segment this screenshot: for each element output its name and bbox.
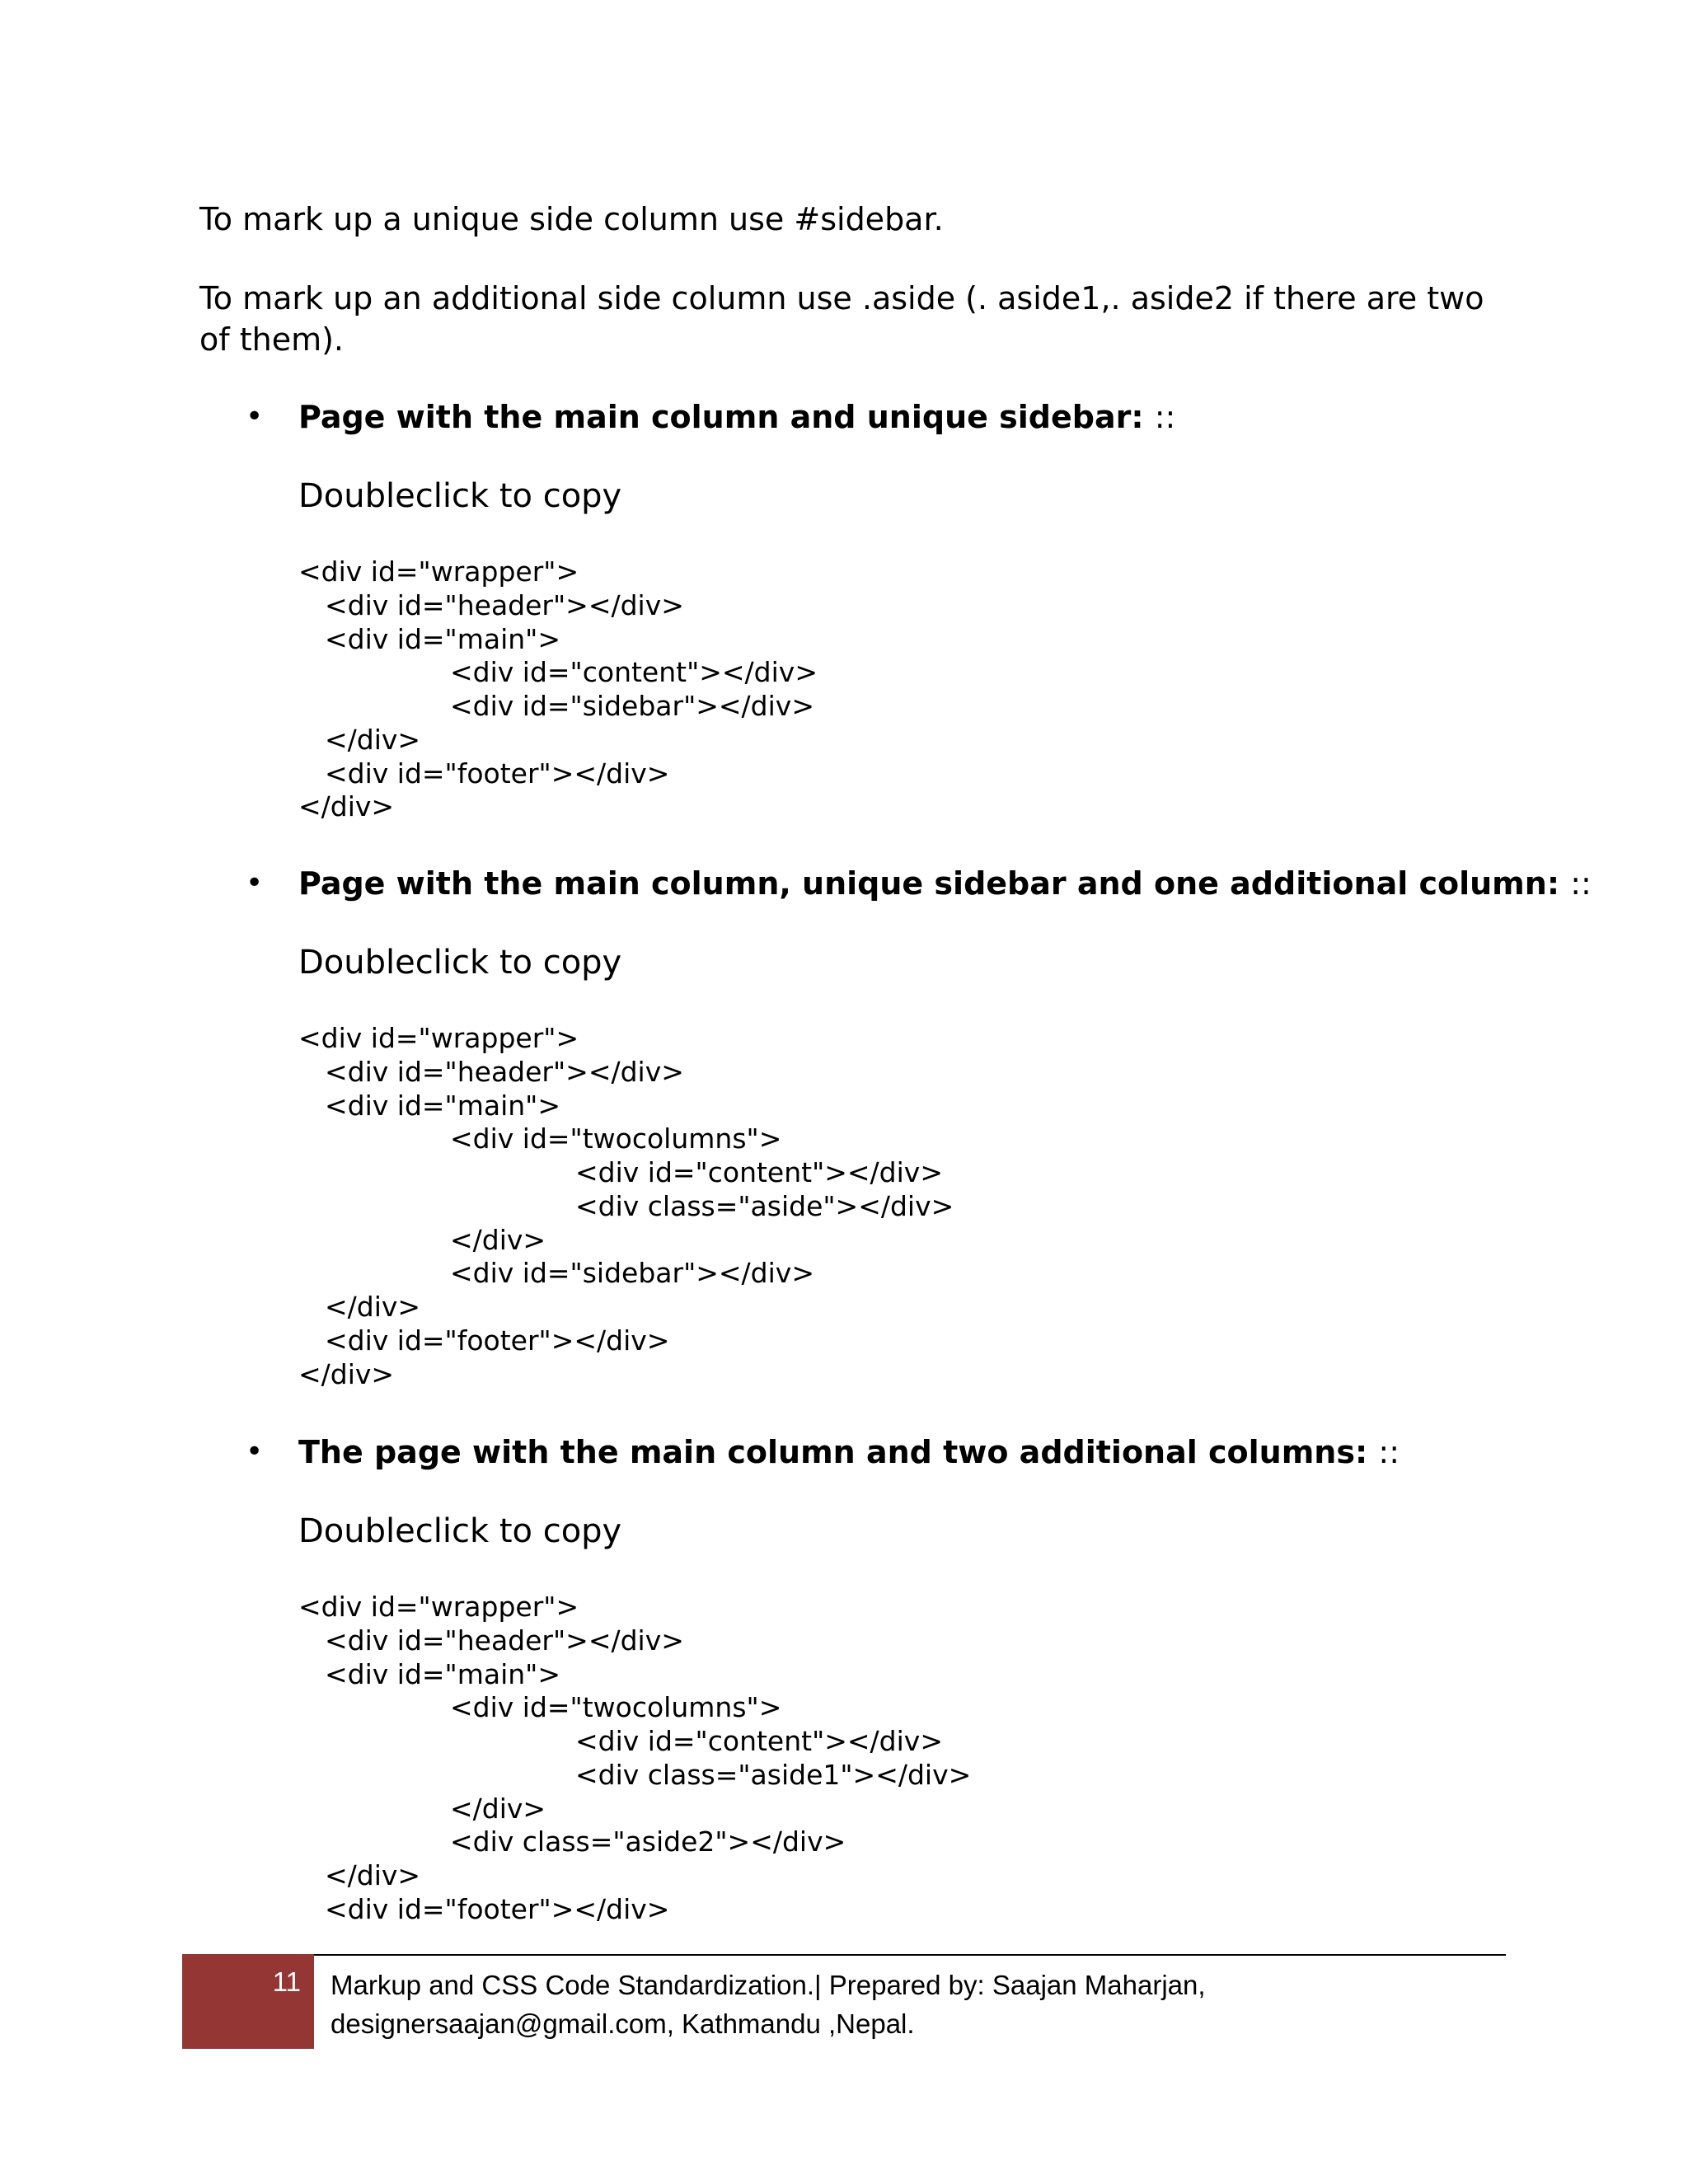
- code-line: </div>: [450, 1793, 546, 1825]
- bullet-icon: •: [246, 400, 264, 434]
- code-line: <div class="aside2"></div>: [450, 1825, 846, 1858]
- code-line: <div class="aside1"></div>: [575, 1759, 972, 1791]
- code-line: <div id="sidebar"></div>: [450, 1257, 814, 1289]
- code-line: <div id="wrapper">: [298, 1591, 579, 1623]
- code-line: <div id="content"></div>: [450, 656, 818, 688]
- code-line: <div id="footer"></div>: [325, 1893, 670, 1925]
- doubleclick-to-copy-2[interactable]: Doubleclick to copy: [298, 944, 622, 982]
- code-line: <div id="content"></div>: [575, 1156, 943, 1188]
- footer-line-2: designersaajan@gmail.com, Kathmandu ,Nepal.: [331, 2008, 915, 2039]
- code-line: <div id="header"></div>: [325, 589, 684, 621]
- page-number: 11: [272, 1966, 301, 1997]
- section-heading-2: Page with the main column, unique sidebar and one additional column: ::: [298, 865, 1592, 902]
- code-line: </div>: [450, 1224, 546, 1256]
- code-line: <div id="main">: [325, 1658, 561, 1690]
- code-line: <div class="aside"></div>: [575, 1190, 954, 1222]
- code-line: <div id="header"></div>: [325, 1624, 684, 1657]
- bullet-icon: •: [246, 866, 264, 900]
- code-line: <div id="sidebar"></div>: [450, 690, 814, 722]
- footer-divider: [314, 1954, 1506, 1956]
- doubleclick-to-copy-1[interactable]: Doubleclick to copy: [298, 477, 622, 515]
- code-line: <div id="footer"></div>: [325, 757, 670, 790]
- code-line: </div>: [325, 1859, 421, 1891]
- code-line: <div id="twocolumns">: [450, 1122, 782, 1155]
- section-heading-1: Page with the main column and unique sidebar: ::: [298, 399, 1176, 435]
- code-line: </div>: [298, 790, 395, 823]
- code-line: <div id="content"></div>: [575, 1725, 943, 1757]
- section-heading-3: The page with the main column and two additional columns: ::: [298, 1434, 1400, 1470]
- code-line: <div id="wrapper">: [298, 1022, 579, 1054]
- code-line: <div id="main">: [325, 623, 561, 655]
- doubleclick-to-copy-3[interactable]: Doubleclick to copy: [298, 1512, 622, 1550]
- code-line: </div>: [325, 1291, 421, 1323]
- footer-text: [331, 1966, 1484, 2043]
- intro-paragraph-sidebar: To mark up a unique side column use #sidebar.: [199, 201, 944, 237]
- page-number-block: [182, 1954, 314, 2049]
- code-line: </div>: [325, 724, 421, 756]
- code-line: <div id="header"></div>: [325, 1056, 684, 1088]
- code-line: </div>: [298, 1358, 395, 1390]
- footer-line-1: Markup and CSS Code Standardization.| Prepared by: Saajan Maharjan,: [331, 1970, 1206, 2000]
- code-line: <div id="main">: [325, 1090, 561, 1122]
- code-line: <div id="wrapper">: [298, 555, 579, 588]
- code-line: <div id="twocolumns">: [450, 1691, 782, 1723]
- code-line: <div id="footer"></div>: [325, 1324, 670, 1357]
- bullet-icon: •: [246, 1435, 264, 1469]
- intro-paragraph-aside: To mark up an additional side column use .aside (. aside1,. aside2 if there are two of them).: [199, 280, 1484, 358]
